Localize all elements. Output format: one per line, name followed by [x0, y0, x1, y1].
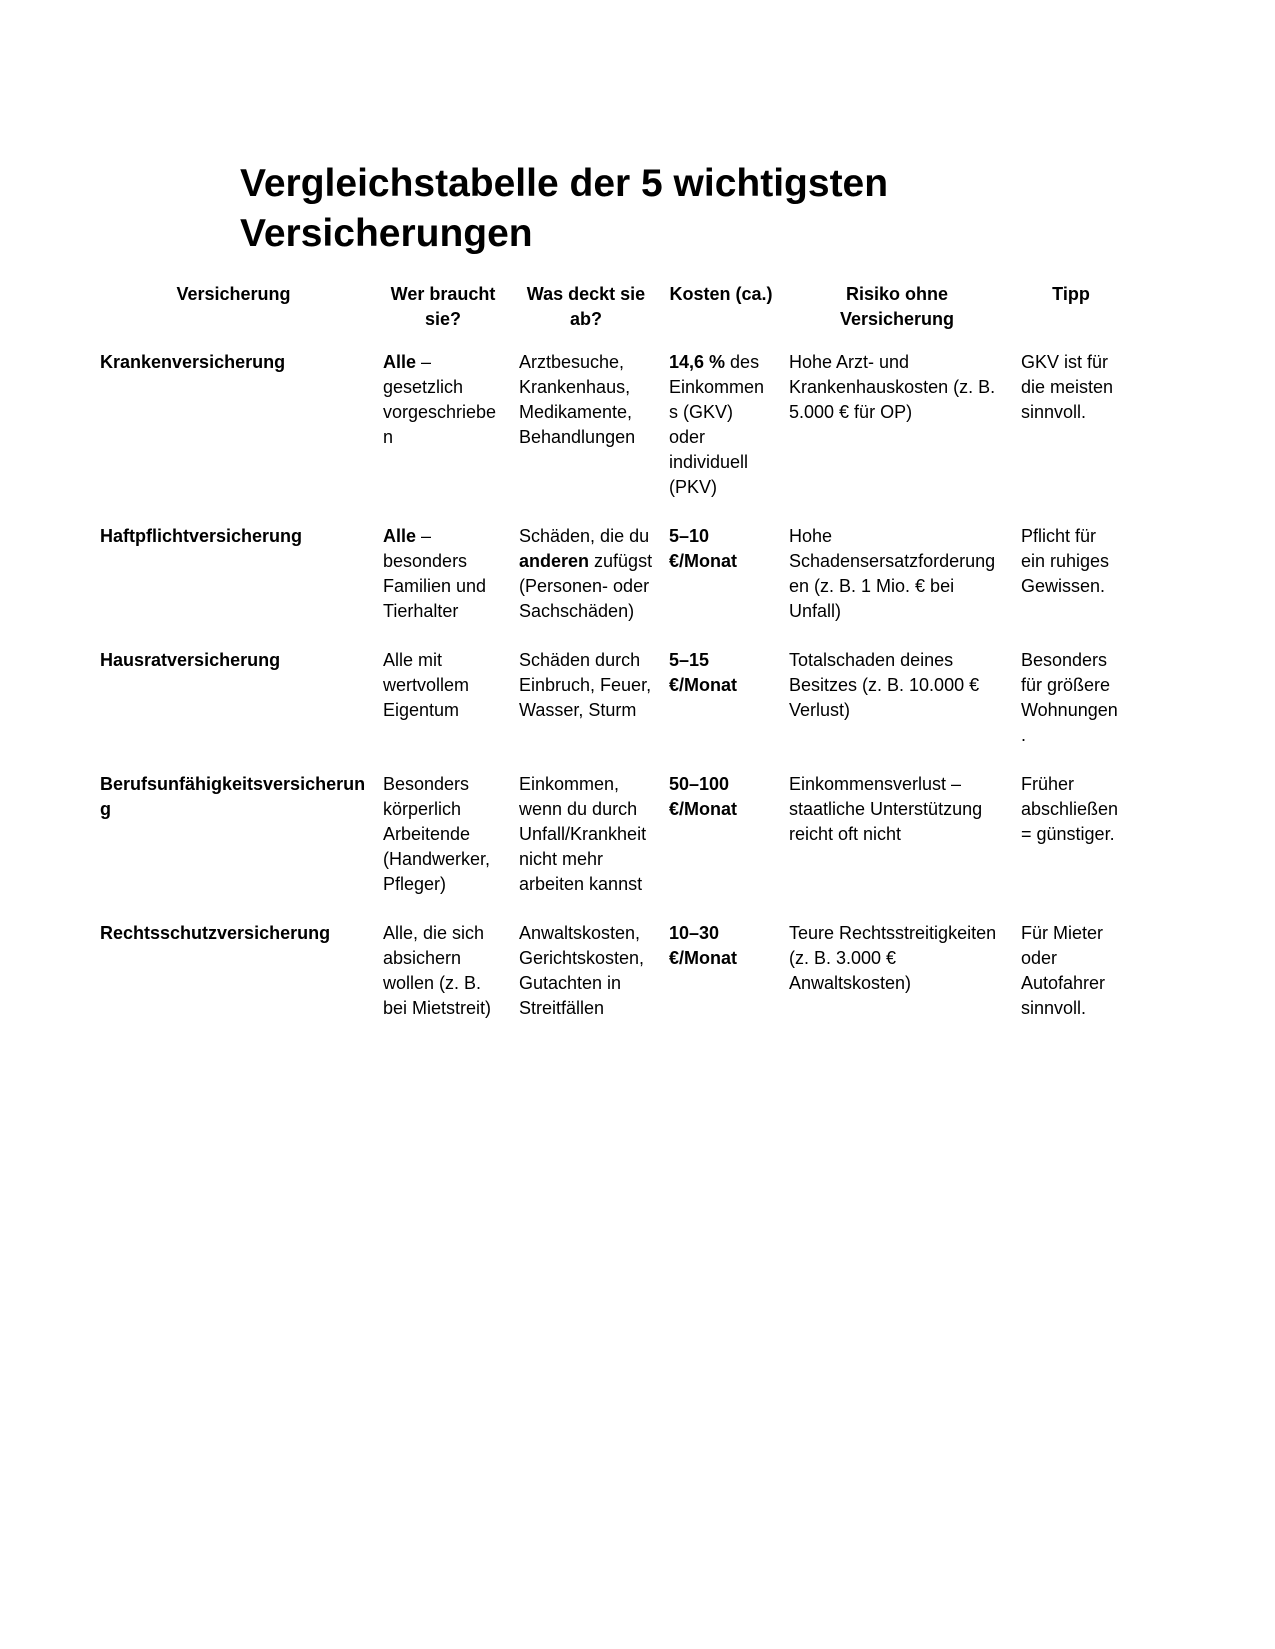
header-wer-braucht-sie: Wer braucht sie? — [390, 284, 496, 329]
insurance-name: Berufsunfähigkeitsversicherung — [100, 774, 366, 819]
coverage-text: Anwaltskosten, Gerichtskosten, Gutachten in Streitfällen — [519, 923, 645, 1018]
who-needs-cell — [375, 772, 511, 921]
insurance-name: Hausratversicherung — [100, 650, 281, 670]
who-needs-bold: Alle — [383, 526, 417, 546]
who-needs-text: – gesetzlich vorgeschrieben — [383, 352, 497, 447]
cost-value: 50–100 €/Monat — [669, 774, 738, 819]
cost-value: 5–10 €/Monat — [669, 526, 738, 571]
cost-value: 5–15 €/Monat — [669, 650, 738, 695]
cost-cell — [661, 524, 781, 648]
coverage-text: Arztbesuche, Krankenhaus, Medikamente, Behandlungen — [519, 352, 636, 447]
coverage-cell — [511, 350, 661, 524]
header-was-deckt-sie-ab: Was deckt sie ab? — [526, 284, 646, 329]
coverage-bold: anderen — [519, 551, 590, 571]
cost-value: 10–30 €/Monat — [669, 923, 738, 968]
coverage-text: Schäden, die du — [519, 526, 650, 546]
tip-cell: Besonders für größere Wohnungen. — [1021, 650, 1118, 745]
coverage-cell — [511, 648, 661, 772]
page-title-line-1: Vergleichstabelle der 5 wichtigsten — [240, 162, 889, 205]
who-needs-text: Besonders körperlich Arbeitende (Handwerker, Pfleger) — [383, 774, 491, 894]
cost-cell — [661, 648, 781, 772]
tip-cell: Pflicht für ein ruhiges Gewissen. — [1021, 526, 1110, 596]
table-header-row — [92, 282, 1129, 350]
risk-cell: Totalschaden deines Besitzes (z. B. 10.000 € Verlust) — [789, 650, 980, 720]
cost-text: des Einkommens (GKV) oder individuell (PKV) — [669, 352, 765, 497]
table-row — [92, 350, 1129, 524]
risk-cell: Teure Rechtsstreitigkeiten (z. B. 3.000 € Anwaltskosten) — [789, 923, 997, 993]
cost-cell — [661, 921, 781, 1045]
table-row — [92, 524, 1129, 648]
tip-cell: Früher abschließen = günstiger. — [1021, 774, 1119, 844]
page-title-line-2: Versicherungen — [240, 212, 533, 255]
who-needs-text: Alle, die sich absichern wollen (z. B. bei Mietstreit) — [383, 923, 492, 1018]
coverage-text: Schäden durch Einbruch, Feuer, Wasser, Sturm — [519, 650, 652, 720]
insurance-name: Haftpflichtversicherung — [100, 526, 303, 546]
insurance-name: Rechtsschutzversicherung — [100, 923, 331, 943]
header-versicherung: Versicherung — [176, 284, 291, 304]
tip-cell: Für Mieter oder Autofahrer sinnvoll. — [1021, 923, 1106, 1018]
cost-value: 14,6 % — [669, 352, 726, 372]
header-tipp: Tipp — [1052, 284, 1090, 304]
insurance-name: Krankenversicherung — [100, 352, 286, 372]
who-needs-cell — [375, 648, 511, 772]
table-row — [92, 921, 1129, 1045]
table-row — [92, 772, 1129, 921]
risk-cell: Einkommensverlust – staatliche Unterstützung reicht oft nicht — [789, 774, 983, 844]
header-kosten: Kosten (ca.) — [669, 284, 773, 304]
page-title — [240, 159, 1040, 259]
who-needs-text: Alle mit wertvollem Eigentum — [383, 650, 470, 720]
risk-cell: Hohe Arzt- und Krankenhauskosten (z. B. 5.000 € für OP) — [789, 352, 996, 422]
risk-cell: Hohe Schadensersatzforderungen (z. B. 1 Mio. € bei Unfall) — [789, 526, 996, 621]
table-row — [92, 648, 1129, 772]
comparison-table — [92, 282, 1129, 1045]
cost-cell — [661, 350, 781, 524]
coverage-text: Einkommen, wenn du durch Unfall/Krankheit nicht mehr arbeiten kannst — [519, 774, 647, 894]
coverage-cell — [511, 524, 661, 648]
cost-cell — [661, 772, 781, 921]
who-needs-cell — [375, 921, 511, 1045]
tip-cell: GKV ist für die meisten sinnvoll. — [1021, 352, 1114, 422]
coverage-cell — [511, 921, 661, 1045]
who-needs-cell — [375, 350, 511, 524]
who-needs-bold: Alle — [383, 352, 417, 372]
coverage-cell — [511, 772, 661, 921]
who-needs-cell — [375, 524, 511, 648]
coverage-text-end: zufügst (Personen- oder Sachschäden) — [519, 551, 653, 621]
header-risiko-ohne-versicherung: Risiko ohne Versicherung — [839, 284, 955, 329]
who-needs-text: – besonders Familien und Tierhalter — [383, 526, 487, 621]
